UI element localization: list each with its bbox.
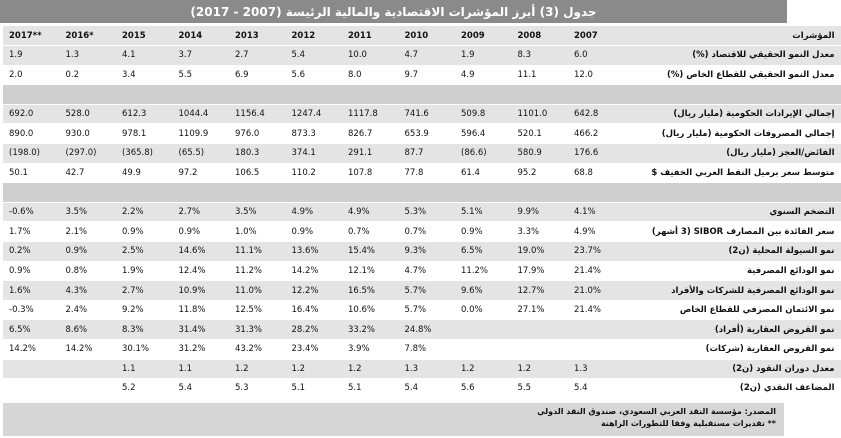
value-cell bbox=[3, 379, 60, 399]
header-year: 2012 bbox=[286, 26, 343, 46]
value-cell: 5.5 bbox=[173, 65, 230, 85]
table-row bbox=[3, 359, 841, 379]
value-cell: 15.4% bbox=[342, 242, 399, 262]
table-row bbox=[3, 65, 841, 85]
value-cell: 4.7% bbox=[399, 261, 456, 281]
value-cell: (86.6) bbox=[455, 144, 512, 164]
value-cell: (297.0) bbox=[60, 144, 117, 164]
indicator-label: إجمالي المصروفات الحكومية (مليار ريال) bbox=[625, 124, 841, 144]
value-cell: 596.4 bbox=[455, 124, 512, 144]
table-row bbox=[3, 202, 841, 222]
value-cell: 12.2% bbox=[286, 281, 343, 301]
value-cell: 12.5% bbox=[229, 300, 286, 320]
value-cell: 1.3 bbox=[60, 46, 117, 66]
value-cell: 3.7 bbox=[173, 46, 230, 66]
value-cell: 16.4% bbox=[286, 300, 343, 320]
indicator-label: نمو الودائع المصرفية للشركات والأفراد bbox=[625, 281, 841, 301]
value-cell: 2.4% bbox=[60, 300, 117, 320]
value-cell: 8.3 bbox=[512, 46, 569, 66]
table-row bbox=[3, 163, 841, 183]
separator-cell bbox=[3, 85, 841, 105]
value-cell: 1.9% bbox=[116, 261, 173, 281]
value-cell bbox=[512, 320, 569, 340]
value-cell: 11.2% bbox=[455, 261, 512, 281]
indicator-label: المضاعف النقدي (ن2) bbox=[625, 379, 841, 399]
value-cell: 30.1% bbox=[116, 340, 173, 360]
value-cell: 1101.0 bbox=[512, 104, 569, 124]
value-cell: 0.9% bbox=[455, 222, 512, 242]
value-cell: 9.6% bbox=[455, 281, 512, 301]
value-cell: 5.4 bbox=[399, 379, 456, 399]
value-cell: 1.1 bbox=[116, 359, 173, 379]
value-cell: 1117.8 bbox=[342, 104, 399, 124]
value-cell: 0.2 bbox=[60, 65, 117, 85]
value-cell: -0.3% bbox=[3, 300, 60, 320]
value-cell: 0.9% bbox=[286, 222, 343, 242]
value-cell: 4.9% bbox=[286, 202, 343, 222]
value-cell: 1.1 bbox=[173, 359, 230, 379]
value-cell: 5.4 bbox=[173, 379, 230, 399]
value-cell: 6.5% bbox=[3, 320, 60, 340]
value-cell: 49.9 bbox=[116, 163, 173, 183]
value-cell: 5.4 bbox=[568, 379, 625, 399]
value-cell: 176.6 bbox=[568, 144, 625, 164]
table-row bbox=[3, 124, 841, 144]
value-cell: 107.8 bbox=[342, 163, 399, 183]
value-cell: 2.5% bbox=[116, 242, 173, 262]
value-cell: 12.1% bbox=[342, 261, 399, 281]
value-cell: 1044.4 bbox=[173, 104, 230, 124]
separator-cell bbox=[3, 183, 841, 203]
value-cell: 7.8% bbox=[399, 340, 456, 360]
value-cell: 0.9% bbox=[3, 261, 60, 281]
value-cell: 61.4 bbox=[455, 163, 512, 183]
value-cell: 10.9% bbox=[173, 281, 230, 301]
value-cell: 5.7% bbox=[399, 281, 456, 301]
value-cell: 1.2 bbox=[229, 359, 286, 379]
value-cell: 9.3% bbox=[399, 242, 456, 262]
value-cell: 5.3% bbox=[399, 202, 456, 222]
header-year: 2007 bbox=[568, 26, 625, 46]
value-cell: 1.7% bbox=[3, 222, 60, 242]
separator-row bbox=[3, 85, 841, 105]
value-cell: 0.8% bbox=[60, 261, 117, 281]
value-cell: 612.3 bbox=[116, 104, 173, 124]
table-title-bar bbox=[0, 0, 787, 23]
table-row bbox=[3, 340, 841, 360]
indicator-label: إجمالي الإيرادات الحكومية (مليار ريال) bbox=[625, 104, 841, 124]
value-cell: 0.7% bbox=[342, 222, 399, 242]
value-cell: 3.4 bbox=[116, 65, 173, 85]
value-cell bbox=[3, 359, 60, 379]
value-cell: 520.1 bbox=[512, 124, 569, 144]
header-year: 2014 bbox=[173, 26, 230, 46]
value-cell: 4.9% bbox=[342, 202, 399, 222]
value-cell: 12.0 bbox=[568, 65, 625, 85]
value-cell: 10.0 bbox=[342, 46, 399, 66]
indicator-label: نمو القروض العقارية (شركات) bbox=[625, 340, 841, 360]
value-cell: 13.6% bbox=[286, 242, 343, 262]
value-cell: 3.5% bbox=[229, 202, 286, 222]
value-cell: 16.5% bbox=[342, 281, 399, 301]
value-cell: -0.6% bbox=[3, 202, 60, 222]
value-cell bbox=[60, 359, 117, 379]
value-cell: 17.9% bbox=[512, 261, 569, 281]
value-cell: 5.1 bbox=[286, 379, 343, 399]
value-cell: 1.3 bbox=[568, 359, 625, 379]
value-cell: 14.2% bbox=[60, 340, 117, 360]
value-cell: 692.0 bbox=[3, 104, 60, 124]
value-cell: 23.4% bbox=[286, 340, 343, 360]
header-year: 2013 bbox=[229, 26, 286, 46]
value-cell: 890.0 bbox=[3, 124, 60, 144]
value-cell: 11.1 bbox=[512, 65, 569, 85]
header-row bbox=[3, 26, 841, 46]
header-year: 2011 bbox=[342, 26, 399, 46]
value-cell: 5.2 bbox=[116, 379, 173, 399]
value-cell: 978.1 bbox=[116, 124, 173, 144]
table-row bbox=[3, 320, 841, 340]
value-cell: 5.7% bbox=[399, 300, 456, 320]
value-cell: 24.8% bbox=[399, 320, 456, 340]
value-cell: 8.6% bbox=[60, 320, 117, 340]
value-cell: 930.0 bbox=[60, 124, 117, 144]
value-cell: 2.2% bbox=[116, 202, 173, 222]
value-cell: 31.2% bbox=[173, 340, 230, 360]
value-cell: 31.3% bbox=[229, 320, 286, 340]
indicator-label: التضخم السنوي bbox=[625, 202, 841, 222]
indicator-label: سعر الفائدة بين المصارف SIBOR (3 أشهر) bbox=[625, 222, 841, 242]
value-cell: 6.0 bbox=[568, 46, 625, 66]
value-cell: 0.9% bbox=[60, 242, 117, 262]
value-cell: 43.2% bbox=[229, 340, 286, 360]
indicator-label: نمو القروض العقارية (أفراد) bbox=[625, 320, 841, 340]
indicator-label: الفائض/العجز (مليار ريال) bbox=[625, 144, 841, 164]
value-cell: 11.0% bbox=[229, 281, 286, 301]
value-cell: 106.5 bbox=[229, 163, 286, 183]
value-cell: 19.0% bbox=[512, 242, 569, 262]
header-year: 2016* bbox=[60, 26, 117, 46]
value-cell bbox=[455, 340, 512, 360]
value-cell: 4.3% bbox=[60, 281, 117, 301]
separator-row bbox=[3, 183, 841, 203]
value-cell: 97.2 bbox=[173, 163, 230, 183]
value-cell: 2.7% bbox=[116, 281, 173, 301]
value-cell: 14.2% bbox=[286, 261, 343, 281]
table-row bbox=[3, 379, 841, 399]
value-cell: 31.4% bbox=[173, 320, 230, 340]
indicator-label: معدل النمو الحقيقي للاقتصاد (%) bbox=[625, 46, 841, 66]
indicator-label: معدل النمو الحقيقي للقطاع الخاص (%) bbox=[625, 65, 841, 85]
value-cell: 5.1 bbox=[342, 379, 399, 399]
value-cell: 1109.9 bbox=[173, 124, 230, 144]
value-cell: 12.4% bbox=[173, 261, 230, 281]
value-cell: 110.2 bbox=[286, 163, 343, 183]
value-cell: 0.2% bbox=[3, 242, 60, 262]
value-cell: (65.5) bbox=[173, 144, 230, 164]
value-cell: 1156.4 bbox=[229, 104, 286, 124]
value-cell: 9.9% bbox=[512, 202, 569, 222]
value-cell: 1.2 bbox=[512, 359, 569, 379]
table-row bbox=[3, 300, 841, 320]
value-cell: 28.2% bbox=[286, 320, 343, 340]
value-cell: 1.9 bbox=[3, 46, 60, 66]
indicator-label: متوسط سعر برميل النفط العربي الخفيف $ bbox=[625, 163, 841, 183]
value-cell: 8.3% bbox=[116, 320, 173, 340]
value-cell: 21.0% bbox=[568, 281, 625, 301]
value-cell: 6.9 bbox=[229, 65, 286, 85]
value-cell: 291.1 bbox=[342, 144, 399, 164]
table-row bbox=[3, 261, 841, 281]
value-cell: 466.2 bbox=[568, 124, 625, 144]
indicator-label: نمو الائتمان المصرفي للقطاع الخاص bbox=[625, 300, 841, 320]
value-cell: 976.0 bbox=[229, 124, 286, 144]
value-cell bbox=[568, 320, 625, 340]
value-cell: 11.1% bbox=[229, 242, 286, 262]
value-cell: 0.9% bbox=[116, 222, 173, 242]
value-cell: 0.9% bbox=[173, 222, 230, 242]
value-cell: 374.1 bbox=[286, 144, 343, 164]
value-cell: 4.1 bbox=[116, 46, 173, 66]
value-cell: 21.4% bbox=[568, 300, 625, 320]
value-cell: 3.5% bbox=[60, 202, 117, 222]
value-cell bbox=[60, 379, 117, 399]
value-cell: 5.1% bbox=[455, 202, 512, 222]
value-cell: 33.2% bbox=[342, 320, 399, 340]
value-cell: 14.2% bbox=[3, 340, 60, 360]
value-cell: 2.0 bbox=[3, 65, 60, 85]
value-cell: 642.8 bbox=[568, 104, 625, 124]
value-cell: 9.7 bbox=[399, 65, 456, 85]
value-cell: 5.5 bbox=[512, 379, 569, 399]
value-cell: 2.7 bbox=[229, 46, 286, 66]
table-row bbox=[3, 46, 841, 66]
header-indicators: المؤشرات bbox=[625, 26, 841, 46]
table-row bbox=[3, 281, 841, 301]
value-cell: 5.3 bbox=[229, 379, 286, 399]
value-cell: 5.4 bbox=[286, 46, 343, 66]
value-cell: 11.2% bbox=[229, 261, 286, 281]
value-cell: 23.7% bbox=[568, 242, 625, 262]
value-cell: 826.7 bbox=[342, 124, 399, 144]
value-cell: 11.8% bbox=[173, 300, 230, 320]
value-cell: 42.7 bbox=[60, 163, 117, 183]
value-cell: 4.1% bbox=[568, 202, 625, 222]
value-cell: 1.6% bbox=[3, 281, 60, 301]
value-cell: 180.3 bbox=[229, 144, 286, 164]
header-year: 2009 bbox=[455, 26, 512, 46]
value-cell: 0.7% bbox=[399, 222, 456, 242]
header-year: 2015 bbox=[116, 26, 173, 46]
value-cell: 12.7% bbox=[512, 281, 569, 301]
indicators-table bbox=[3, 26, 841, 399]
value-cell: 95.2 bbox=[512, 163, 569, 183]
value-cell: 50.1 bbox=[3, 163, 60, 183]
value-cell: 873.3 bbox=[286, 124, 343, 144]
value-cell bbox=[455, 320, 512, 340]
table-row bbox=[3, 144, 841, 164]
table-row bbox=[3, 242, 841, 262]
value-cell: 653.9 bbox=[399, 124, 456, 144]
table-row bbox=[3, 222, 841, 242]
value-cell: 8.0 bbox=[342, 65, 399, 85]
value-cell: 580.9 bbox=[512, 144, 569, 164]
table-row bbox=[3, 104, 841, 124]
header-year: 2017** bbox=[3, 26, 60, 46]
value-cell: 1.9 bbox=[455, 46, 512, 66]
value-cell: 1.0% bbox=[229, 222, 286, 242]
value-cell: 741.6 bbox=[399, 104, 456, 124]
table-title: جدول (3) أبرز المؤشرات الاقتصادية والمالية الرئيسة (2007 - 2017) bbox=[190, 4, 597, 19]
value-cell: (198.0) bbox=[3, 144, 60, 164]
value-cell: 2.7% bbox=[173, 202, 230, 222]
value-cell: 14.6% bbox=[173, 242, 230, 262]
table-body bbox=[3, 46, 841, 399]
header-year: 2010 bbox=[399, 26, 456, 46]
value-cell: (365.8) bbox=[116, 144, 173, 164]
indicator-label: معدل دوران النقود (ن2) bbox=[625, 359, 841, 379]
table-footer bbox=[3, 403, 784, 436]
value-cell: 3.3% bbox=[512, 222, 569, 242]
value-cell: 528.0 bbox=[60, 104, 117, 124]
value-cell: 1.2 bbox=[286, 359, 343, 379]
value-cell: 509.8 bbox=[455, 104, 512, 124]
value-cell: 77.8 bbox=[399, 163, 456, 183]
value-cell: 0.0% bbox=[455, 300, 512, 320]
value-cell: 21.4% bbox=[568, 261, 625, 281]
value-cell: 1.2 bbox=[342, 359, 399, 379]
value-cell: 5.6 bbox=[286, 65, 343, 85]
value-cell: 6.5% bbox=[455, 242, 512, 262]
value-cell bbox=[512, 340, 569, 360]
indicator-label: نمو السيولة المحلية (ن2) bbox=[625, 242, 841, 262]
value-cell bbox=[568, 340, 625, 360]
value-cell: 9.2% bbox=[116, 300, 173, 320]
value-cell: 2.1% bbox=[60, 222, 117, 242]
value-cell: 5.6 bbox=[455, 379, 512, 399]
indicator-label: نمو الودائع المصرفية bbox=[625, 261, 841, 281]
value-cell: 27.1% bbox=[512, 300, 569, 320]
footer-source: المصدر: مؤسسة النقد العربي السعودي، صندوق النقد الدولي bbox=[537, 407, 776, 416]
value-cell: 1247.4 bbox=[286, 104, 343, 124]
value-cell: 4.9 bbox=[455, 65, 512, 85]
value-cell: 4.7 bbox=[399, 46, 456, 66]
footer-note: ** تقديرات مستقبلية وفقا للتطورات الراهنة bbox=[600, 419, 776, 428]
value-cell: 1.3 bbox=[399, 359, 456, 379]
value-cell: 4.9% bbox=[568, 222, 625, 242]
value-cell: 68.8 bbox=[568, 163, 625, 183]
value-cell: 10.6% bbox=[342, 300, 399, 320]
value-cell: 87.7 bbox=[399, 144, 456, 164]
header-year: 2008 bbox=[512, 26, 569, 46]
value-cell: 1.2 bbox=[455, 359, 512, 379]
value-cell: 3.9% bbox=[342, 340, 399, 360]
